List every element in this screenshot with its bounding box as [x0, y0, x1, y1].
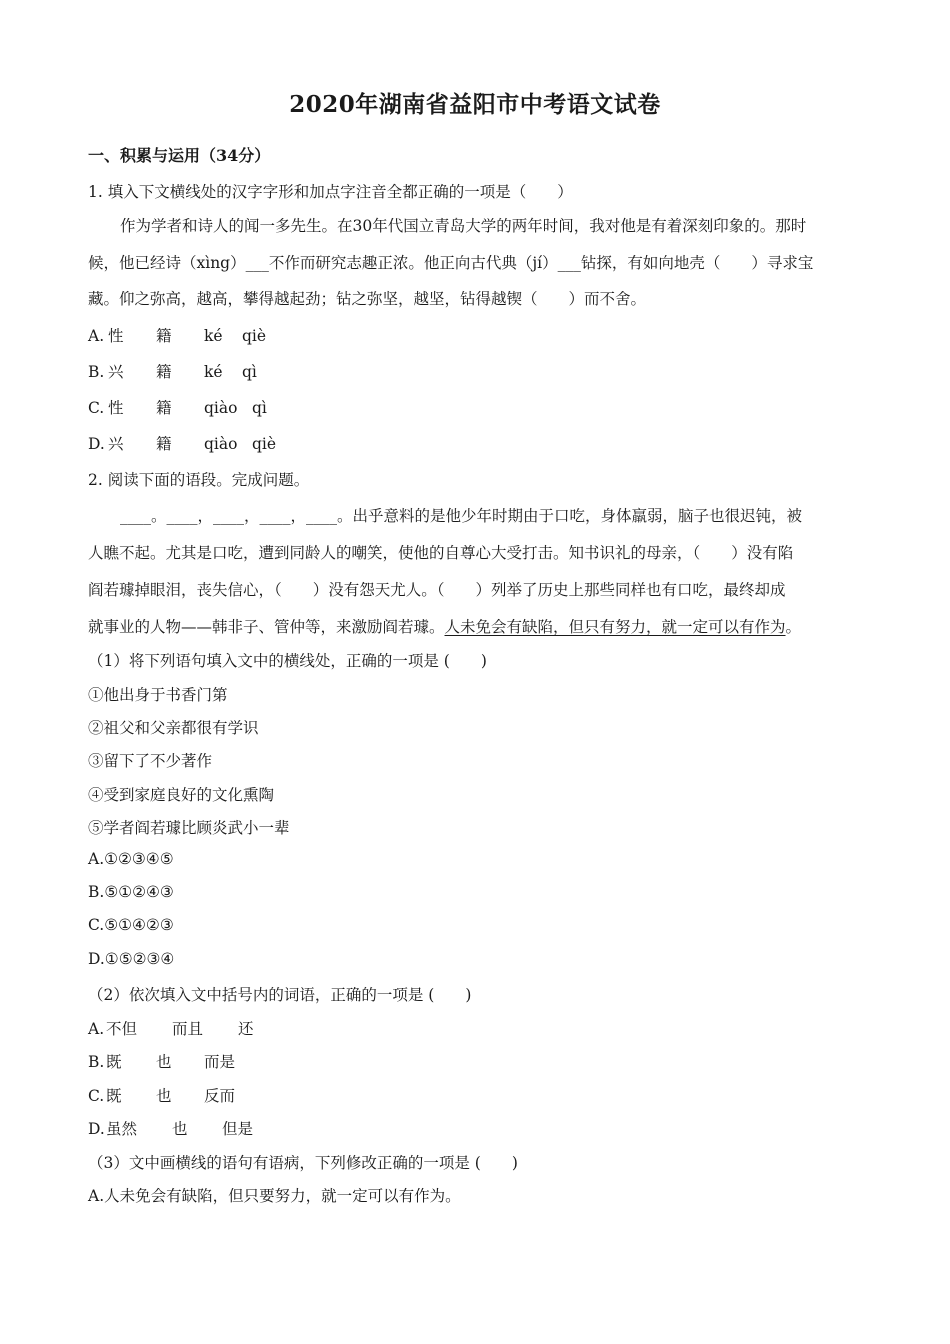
q1-passage-line: 候，他已经诗（xìng）___不作而研究志趣正浓。他正向古代典（jí）___钻探，有如向地壳（ ）寻求宝: [88, 254, 814, 272]
q2-passage-line: 人瞧不起。尤其是口吃，遭到同龄人的嘲笑，使他的自尊心大受打击。知书识礼的母亲，（ ）没有陷: [88, 544, 794, 562]
q2-sub1-option-d[interactable]: D.①⑤②③④: [88, 950, 175, 968]
q2-passage-line: 阎若璩掉眼泪，丧失信心，（ ）没有怨天尤人。（ ）列举了历史上那些同样也有口吃，最终却成: [88, 581, 786, 599]
q2-sub1-item: ⑤学者阎若璩比顾炎武小一辈: [88, 819, 290, 837]
q2-stem: 2. 阅读下面的语段。完成问题。: [88, 471, 310, 489]
q2-sub3-stem: （3）文中画横线的语句有语病，下列修改正确的一项是 ( ): [88, 1154, 518, 1172]
q2-sub1-stem: （1）将下列语句填入文中的横线处，正确的一项是 ( ): [88, 652, 487, 670]
underlined-sentence: 人未免会有缺陷，但只有努力，就一定可以有作为: [444, 618, 786, 636]
q2-sub2-option-a[interactable]: A. 不但 而且 还: [88, 1020, 254, 1038]
q1-option-b[interactable]: B. 兴 籍 ké qì: [88, 363, 257, 381]
q2-sub3-option-a[interactable]: A.人未免会有缺陷，但只要努力，就一定可以有作为。: [88, 1187, 461, 1205]
q2-sub2-option-d[interactable]: D.虽然 也 但是: [88, 1120, 254, 1138]
q2-sub1-item: ④受到家庭良好的文化熏陶: [88, 786, 275, 804]
q2-sub1-option-c[interactable]: C.⑤①④②③: [88, 916, 174, 934]
q2-sub1-item: ②祖父和父亲都很有学识: [88, 719, 259, 737]
q2-sub1-item: ③留下了不少著作: [88, 752, 213, 770]
q2-passage-line: 就事业的人物——韩非子、管仲等，来激励阎若璩。人未免会有缺陷，但只有努力，就一定可以有作为。: [88, 618, 802, 636]
q1-stem: 1. 填入下文横线处的汉字字形和加点字注音全都正确的一项是（ ）: [88, 183, 573, 201]
q1-option-c[interactable]: C. 性 籍 qiào qì: [88, 399, 267, 417]
q1-passage-line: 作为学者和诗人的闻一多先生。在30年代国立青岛大学的两年时间，我对他是有着深刻印象的。那时: [120, 217, 807, 235]
page-title: 2020年湖南省益阳市中考语文试卷: [289, 91, 661, 118]
q2-sub1-option-b[interactable]: B.⑤①②④③: [88, 883, 174, 901]
section-heading: 一、积累与运用（34分）: [88, 146, 271, 165]
q2-passage-line: ____。____，____，____，____。出乎意料的是他少年时期由于口吃，身体羸弱，脑子也很迟钝，被: [120, 507, 803, 525]
q2-sub1-option-a[interactable]: A.①②③④⑤: [88, 850, 174, 868]
q2-sub2-option-b[interactable]: B. 既 也 而是: [88, 1053, 236, 1071]
q2-sub2-stem: （2）依次填入文中括号内的词语，正确的一项是 ( ): [88, 986, 472, 1004]
q2-sub2-option-c[interactable]: C. 既 也 反而: [88, 1087, 236, 1105]
q1-option-a[interactable]: A. 性 籍 ké qiè: [88, 327, 267, 345]
q1-passage-line: 藏。仰之弥高，越高，攀得越起劲；钻之弥坚，越坚，钻得越锲（ ）而不舍。: [88, 290, 647, 308]
q2-sub1-item: ①他出身于书香门第: [88, 686, 228, 704]
q1-option-d[interactable]: D. 兴 籍 qiào qiè: [88, 435, 277, 453]
